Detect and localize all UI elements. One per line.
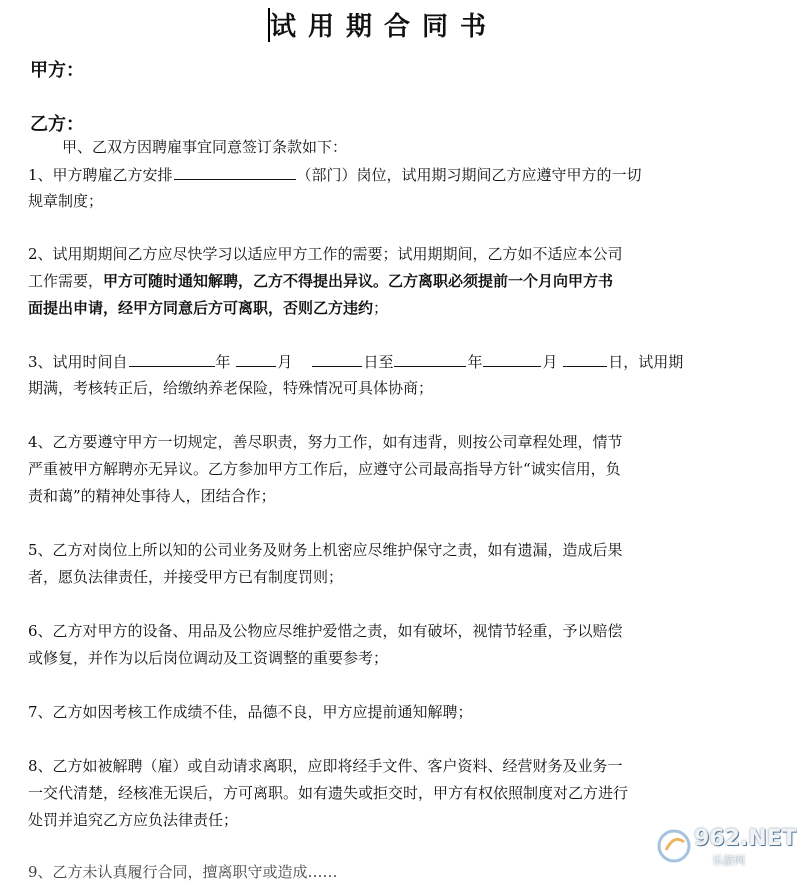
clause-8-line-1: 8、乙方如被解聘（雇）或自动请求离职，应即将经手文件、客户资料、经营财务及业务一 [28,757,623,775]
start-day-blank[interactable] [312,351,362,367]
watermark-brand: 962.NET [694,826,797,851]
clause-2-line-3 [28,298,758,318]
clause-7-line-1: 7、乙方如因考核工作成绩不佳，品德不良，甲方应提前通知解聘； [28,703,473,721]
clause-5-line-1: 5、乙方对岗位上所以知的公司业务及财务上机密应尽维护保守之责，如有遗漏，造成后果 [28,541,623,559]
party-b-label: 乙方： [30,114,84,135]
clause-3-day-2: 日，试用期 [608,353,684,371]
clause-8-line-3: 处罚并追究乙方应负法律责任； [28,811,239,829]
clause-4-line-1: 4、乙方要遵守甲方一切规定，善尽职责，努力工作，如有违背，则按公司章程处理，情节 [28,433,623,451]
clause-2-line-1: 2、试用期期间乙方应尽快学习以适应甲方工作的需要；试用期期间，乙方如不适应本公司 [28,245,623,263]
watermark-subtitle: 乐游网 [712,854,745,867]
end-year-blank[interactable] [394,351,466,367]
clause-1-line-2: 规章制度； [28,192,104,210]
intro-line: 甲、乙双方因聘雇事宜同意签订条款如下： [62,138,348,156]
start-month-blank[interactable] [236,351,276,367]
clause-2-line-2 [28,271,758,291]
clause-3-month-2: 月 [542,353,558,371]
clause-1-text-a: 1、甲方聘雇乙方安排 [28,166,173,184]
end-month-blank[interactable] [483,351,541,367]
party-a-label: 甲方： [30,60,84,81]
clause-5-line-2: 者，愿负法律责任，并接受甲方已有制度罚则； [28,568,344,586]
clause-9-partial-line: 9、乙方未认真履行合同，擅离职守或造成…… [28,863,338,881]
document-title: 试用期合同书 [270,12,499,42]
clause-3-day-1: 日至 [363,353,394,371]
start-year-blank[interactable] [129,351,215,367]
clause-3-month-1: 月 [277,353,293,371]
clause-3-line-2: 期满，考核转正后，给缴纳养老保险，特殊情况可具体协商； [28,379,434,397]
clause-8-line-2: 一交代清楚，经核准无误后，方可离职。如有遗失或拒交时，甲方有权依照制度对乙方进行 [28,784,629,802]
clause-4-line-3: 责和蔼”的精神处事待人，团结合作； [28,487,276,505]
clause-6-line-2: 或修复，并作为以后岗位调动及工资调整的重要参考； [28,649,389,667]
clause-2-bold-c: 甲方可随时通知解聘，乙方不得提出异议。乙方离职必须提前一个月向甲方书 [103,272,614,290]
clause-2-bold-d: 面提出申请，经甲方同意后方可离职，否则乙方违约 [28,299,374,317]
clause-3-year-2: 年 [467,353,483,371]
clause-2-text-b: 工作需要， [28,272,104,290]
clause-3-line-1 [28,351,758,371]
end-day-blank[interactable] [563,351,607,367]
clause-6-line-1: 6、乙方对甲方的设备、用品及公物应尽维护爱惜之责，如有破坏，视情节轻重，予以赔偿 [28,622,623,640]
clause-1-text-b: （部门）岗位，试用期习期间乙方应遵守甲方的一切 [296,166,642,184]
clause-3-text-a: 3、试用时间自 [28,353,128,371]
clause-1-line-1 [28,164,758,184]
department-blank[interactable] [174,164,296,180]
clause-4-line-2: 严重被甲方解聘亦无异议。乙方参加甲方工作后，应遵守公司最高指导方针“诚实信用，负 [28,460,621,478]
clause-2-text-e: ； [373,299,389,317]
clause-3-year-1: 年 [215,353,231,371]
